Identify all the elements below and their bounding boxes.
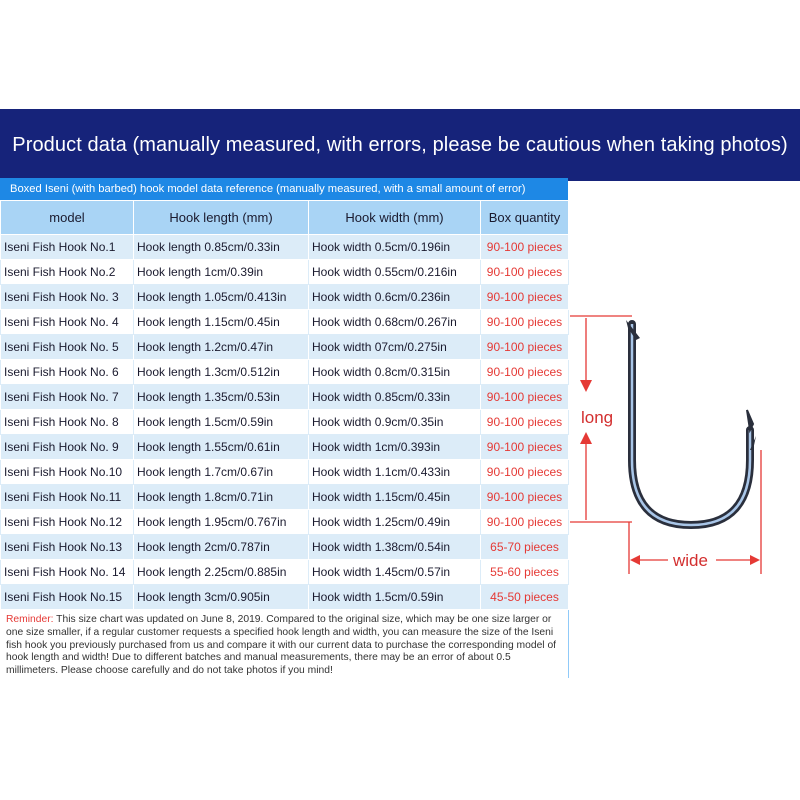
- cell-box-quantity: 90-100 pieces: [481, 410, 569, 435]
- cell-model: Iseni Fish Hook No.15: [1, 585, 134, 610]
- table-row: [1, 335, 569, 360]
- cell-model: Iseni Fish Hook No.13: [1, 535, 134, 560]
- cell-model: Iseni Fish Hook No.12: [1, 510, 134, 535]
- cell-box-quantity: 90-100 pieces: [481, 460, 569, 485]
- cell-box-quantity: 90-100 pieces: [481, 310, 569, 335]
- cell-hook-width: Hook width 0.6cm/0.236in: [309, 285, 481, 310]
- size-chart: [0, 178, 568, 678]
- table-row: [1, 260, 569, 285]
- hook-dimension-diagram: [570, 310, 770, 580]
- cell-box-quantity: 90-100 pieces: [481, 510, 569, 535]
- table-row: [1, 585, 569, 610]
- cell-model: Iseni Fish Hook No. 6: [1, 360, 134, 385]
- cell-hook-length: Hook length 1.5cm/0.59in: [134, 410, 309, 435]
- cell-model: Iseni Fish Hook No.11: [1, 485, 134, 510]
- wide-label: wide: [673, 551, 708, 570]
- table-row: [1, 235, 569, 260]
- table-row: [1, 560, 569, 585]
- cell-model: Iseni Fish Hook No.2: [1, 260, 134, 285]
- cell-hook-length: Hook length 0.85cm/0.33in: [134, 235, 309, 260]
- cell-hook-width: Hook width 0.85cm/0.33in: [309, 385, 481, 410]
- cell-box-quantity: 90-100 pieces: [481, 385, 569, 410]
- table-row: [1, 285, 569, 310]
- header-model: model: [1, 201, 134, 235]
- header-hook-width: Hook width (mm): [309, 201, 481, 235]
- cell-model: Iseni Fish Hook No. 3: [1, 285, 134, 310]
- cell-model: Iseni Fish Hook No. 5: [1, 335, 134, 360]
- cell-hook-width: Hook width 0.5cm/0.196in: [309, 235, 481, 260]
- table-header-row: [1, 201, 569, 235]
- table-row: [1, 535, 569, 560]
- cell-hook-width: Hook width 0.8cm/0.315in: [309, 360, 481, 385]
- header-hook-length: Hook length (mm): [134, 201, 309, 235]
- cell-hook-length: Hook length 1.8cm/0.71in: [134, 485, 309, 510]
- cell-hook-width: Hook width 0.9cm/0.35in: [309, 410, 481, 435]
- cell-hook-length: Hook length 1.05cm/0.413in: [134, 285, 309, 310]
- table-row: [1, 435, 569, 460]
- product-data-banner: [0, 109, 800, 181]
- cell-hook-length: Hook length 1.95cm/0.767in: [134, 510, 309, 535]
- table-row: [1, 360, 569, 385]
- cell-box-quantity: 90-100 pieces: [481, 260, 569, 285]
- cell-box-quantity: 90-100 pieces: [481, 435, 569, 460]
- cell-box-quantity: 90-100 pieces: [481, 285, 569, 310]
- table-row: [1, 485, 569, 510]
- cell-hook-width: Hook width 1.15cm/0.45in: [309, 485, 481, 510]
- cell-box-quantity: 90-100 pieces: [481, 335, 569, 360]
- cell-box-quantity: 90-100 pieces: [481, 485, 569, 510]
- cell-hook-width: Hook width 1cm/0.393in: [309, 435, 481, 460]
- cell-hook-width: Hook width 1.1cm/0.433in: [309, 460, 481, 485]
- cell-box-quantity: 65-70 pieces: [481, 535, 569, 560]
- banner-title: Product data (manually measured, with errors, please be cautious when taking photos): [12, 133, 788, 156]
- cell-box-quantity: 45-50 pieces: [481, 585, 569, 610]
- cell-hook-length: Hook length 2.25cm/0.885in: [134, 560, 309, 585]
- cell-box-quantity: 90-100 pieces: [481, 360, 569, 385]
- cell-model: Iseni Fish Hook No. 7: [1, 385, 134, 410]
- cell-hook-width: Hook width 0.68cm/0.267in: [309, 310, 481, 335]
- cell-hook-width: Hook width 1.45cm/0.57in: [309, 560, 481, 585]
- cell-hook-width: Hook width 1.5cm/0.59in: [309, 585, 481, 610]
- reminder-text: This size chart was updated on June 8, 2019. Compared to the original size, which may be one size larger or one size smaller, if a regular customer requests a specified hook length and width, you can measure the size of the Iseni fish hook you previously purchased from us and compare it with our current data to purchase the corresponding model of hook length and width! Due to different batches and manual measurements, there may be an error of about 0.5 millimeters. Please choose carefully and do not take photos if you mind!: [6, 614, 557, 677]
- cell-hook-length: Hook length 1.2cm/0.47in: [134, 335, 309, 360]
- long-label: long: [581, 408, 614, 427]
- cell-model: Iseni Fish Hook No. 8: [1, 410, 134, 435]
- cell-hook-length: Hook length 1cm/0.39in: [134, 260, 309, 285]
- table-caption: Boxed Iseni (with barbed) hook model data reference (manually measured, with a small amount of error): [0, 178, 568, 200]
- cell-hook-width: Hook width 07cm/0.275in: [309, 335, 481, 360]
- cell-hook-length: Hook length 1.3cm/0.512in: [134, 360, 309, 385]
- cell-box-quantity: 55-60 pieces: [481, 560, 569, 585]
- cell-hook-length: Hook length 1.55cm/0.61in: [134, 435, 309, 460]
- table-row: [1, 385, 569, 410]
- table-row: [1, 410, 569, 435]
- cell-model: Iseni Fish Hook No. 9: [1, 435, 134, 460]
- dimension-lines: [570, 316, 761, 574]
- cell-hook-width: Hook width 1.25cm/0.49in: [309, 510, 481, 535]
- cell-hook-length: Hook length 1.7cm/0.67in: [134, 460, 309, 485]
- cell-model: Iseni Fish Hook No.10: [1, 460, 134, 485]
- cell-hook-length: Hook length 3cm/0.905in: [134, 585, 309, 610]
- cell-hook-width: Hook width 1.38cm/0.54in: [309, 535, 481, 560]
- reminder-label: Reminder:: [6, 614, 54, 625]
- cell-model: Iseni Fish Hook No.1: [1, 235, 134, 260]
- cell-model: Iseni Fish Hook No. 14: [1, 560, 134, 585]
- header-box-quantity: Box quantity: [481, 201, 569, 235]
- table-row: [1, 310, 569, 335]
- reminder-note: [0, 610, 569, 678]
- cell-model: Iseni Fish Hook No. 4: [1, 310, 134, 335]
- fish-hook-icon: [626, 320, 756, 525]
- hook-size-table: [0, 200, 569, 610]
- table-row: [1, 510, 569, 535]
- table-row: [1, 460, 569, 485]
- cell-hook-length: Hook length 1.15cm/0.45in: [134, 310, 309, 335]
- cell-hook-length: Hook length 1.35cm/0.53in: [134, 385, 309, 410]
- cell-hook-length: Hook length 2cm/0.787in: [134, 535, 309, 560]
- cell-hook-width: Hook width 0.55cm/0.216in: [309, 260, 481, 285]
- cell-box-quantity: 90-100 pieces: [481, 235, 569, 260]
